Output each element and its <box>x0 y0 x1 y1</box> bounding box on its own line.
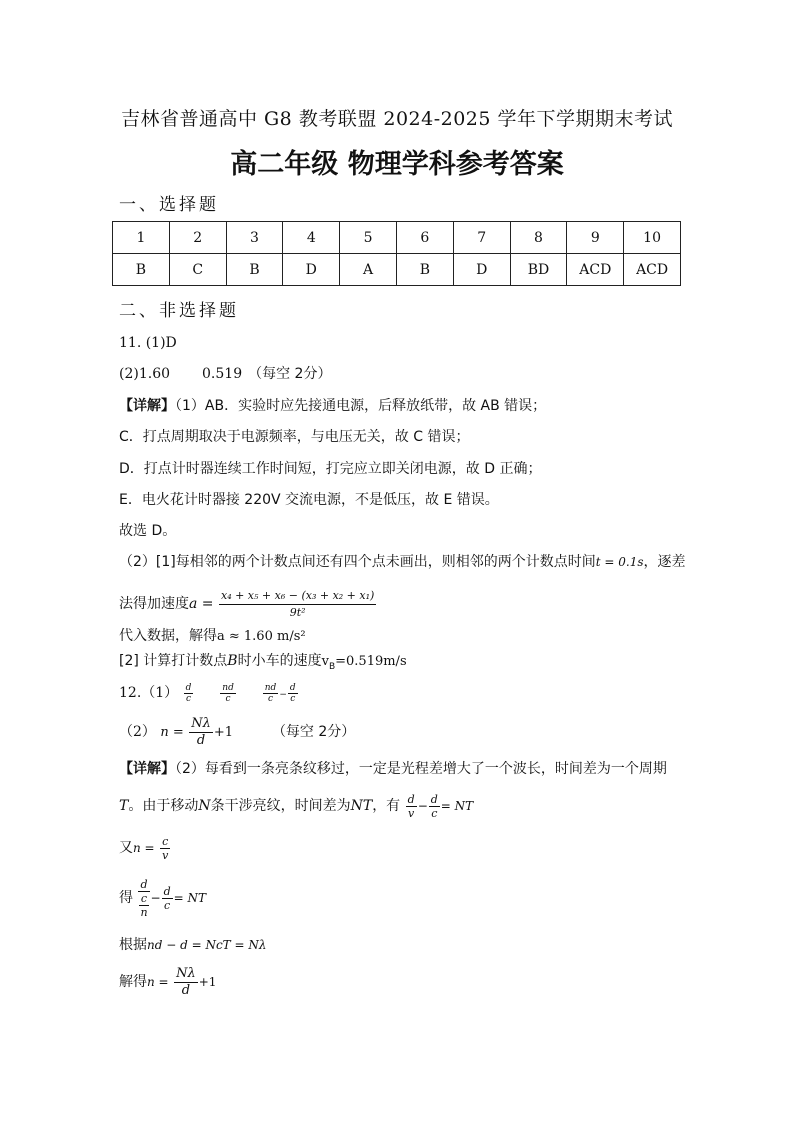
q12-detail-3: 又n = $\frac{c}{v}$ <box>119 834 169 862</box>
q11-value-acceleration: (2)1.60 <box>119 366 171 382</box>
q11-detail-7: 法得加速度a = $\frac{\text{x₄ + x₅ + x₆ − (x₃ + x₂ + x₁)}}{\text{9t²}}$ <box>119 588 375 619</box>
q11-detail-8: 代入数据，解得a ≈ 1.60 m/s² <box>119 628 306 644</box>
q11-detail-6: （2）[1]每相邻的两个计数点间还有四个点未画出，则相邻的两个计数点时间t = 0.1s，逐差 <box>119 554 686 570</box>
q12-answer-line1: 12.（1） $\frac{d}{c}$ $\frac{nd}{c}$ $\frac{nd}{c}$ − $\frac{d}{c}$ <box>119 682 296 704</box>
question-number: 5 <box>340 222 397 254</box>
detail-label: 【详解】 <box>119 761 175 777</box>
compound-fraction: d c n <box>140 877 148 919</box>
equation-fraction: $\frac{d}{v}$ <box>407 792 415 820</box>
answer-cell: D <box>453 254 510 286</box>
q12-detail-1: 【详解】（2）每看到一条亮条纹移过，一定是光程差增大了一个波长，时间差为一个周期 <box>119 761 667 777</box>
exam-title: 吉林省普通高中 G8 教考联盟 2024-2025 学年下学期期末考试 <box>120 108 674 130</box>
equation-fraction: $\frac{d}{c}$ <box>163 884 171 912</box>
answer-cell: D <box>283 254 340 286</box>
q11-detail-1: 【详解】（1）AB．实验时应先接通电源，后释放纸带，故 AB 错误； <box>119 398 547 414</box>
acceleration-formula: $\frac{\text{x₄ + x₅ + x₆ − (x₃ + x₂ + x₁)}}{\text{9t²}}$ <box>220 588 375 619</box>
question-number: 7 <box>453 222 510 254</box>
question-number: 3 <box>226 222 283 254</box>
answer-cell: B <box>226 254 283 286</box>
question-number: 10 <box>624 222 681 254</box>
answer-fraction: $\frac{nd}{c}$ <box>222 682 234 704</box>
answer-fraction: $\frac{N\lambda}{d}$ <box>191 715 211 748</box>
equation-fraction: $\frac{N\lambda}{d}$ <box>176 965 196 998</box>
answer-fraction: $\frac{d}{c}$ <box>289 682 296 704</box>
question-number: 6 <box>396 222 453 254</box>
q11-answer-line1: 11. (1)D <box>119 335 177 351</box>
q12-answer-line2: （2） n = $\frac{N\lambda}{d}$ +1 （每空 2分） <box>119 715 356 748</box>
answer-row <box>113 254 681 286</box>
q11-value-velocity: 0.519 <box>202 366 243 382</box>
q12-detail-4: 得 d c n − $\frac{d}{c}$ = NT <box>119 877 207 919</box>
question-number: 8 <box>510 222 567 254</box>
question-number: 4 <box>283 222 340 254</box>
answer-cell: B <box>396 254 453 286</box>
answer-fraction: $\frac{d}{c}$ <box>185 682 192 704</box>
equation-fraction: $\frac{d}{c}$ <box>430 792 438 820</box>
answer-fraction: $\frac{nd}{c}$ <box>264 682 277 704</box>
answer-cell: BD <box>510 254 567 286</box>
answer-cell: A <box>340 254 397 286</box>
page-title: 高二年级 物理学科参考答案 <box>230 149 564 180</box>
question-number: 1 <box>113 222 170 254</box>
q11-score-note: （每空 2分） <box>248 366 332 382</box>
answer-cell: ACD <box>624 254 681 286</box>
q11-answer-line2 <box>119 364 331 384</box>
question-number: 9 <box>567 222 624 254</box>
q12-detail-2: T。由于移动N条干涉亮纹，时间差为NT，有 $\frac{d}{v}$ − $\frac{d}{c}$ = NT <box>119 792 474 820</box>
question-number: 2 <box>169 222 226 254</box>
q11-detail-9: [2] 计算打计数点B时小车的速度$v_B=0.519m/s$ <box>119 653 407 672</box>
section2-heading: 二、非选择题 <box>119 301 239 321</box>
q11-detail-5: 故选 D。 <box>119 523 177 539</box>
q11-detail-3: D．打点计时器连续工作时间短，打完应立即关闭电源，故 D 正确； <box>119 461 542 477</box>
answer-cell: ACD <box>567 254 624 286</box>
answer-cell: B <box>113 254 170 286</box>
q12-detail-6: 解得n = $\frac{N\lambda}{d}$ +1 <box>119 965 217 998</box>
detail-label: 【详解】 <box>119 398 175 414</box>
equation-fraction: $\frac{c}{v}$ <box>162 834 169 862</box>
question-number-row <box>113 222 681 254</box>
q11-detail-4: E．电火花计时器接 220V 交流电源，不是低压，故 E 错误。 <box>119 492 499 508</box>
answer-cell: C <box>169 254 226 286</box>
q12-score-note: （每空 2分） <box>271 724 356 740</box>
q12-detail-5: 根据nd − d = NcT = Nλ <box>119 937 267 953</box>
q11-detail-2: C．打点周期取决于电源频率，与电压无关，故 C 错误； <box>119 429 470 445</box>
multiple-choice-answer-table <box>112 221 681 286</box>
section1-heading: 一、选择题 <box>119 195 219 215</box>
